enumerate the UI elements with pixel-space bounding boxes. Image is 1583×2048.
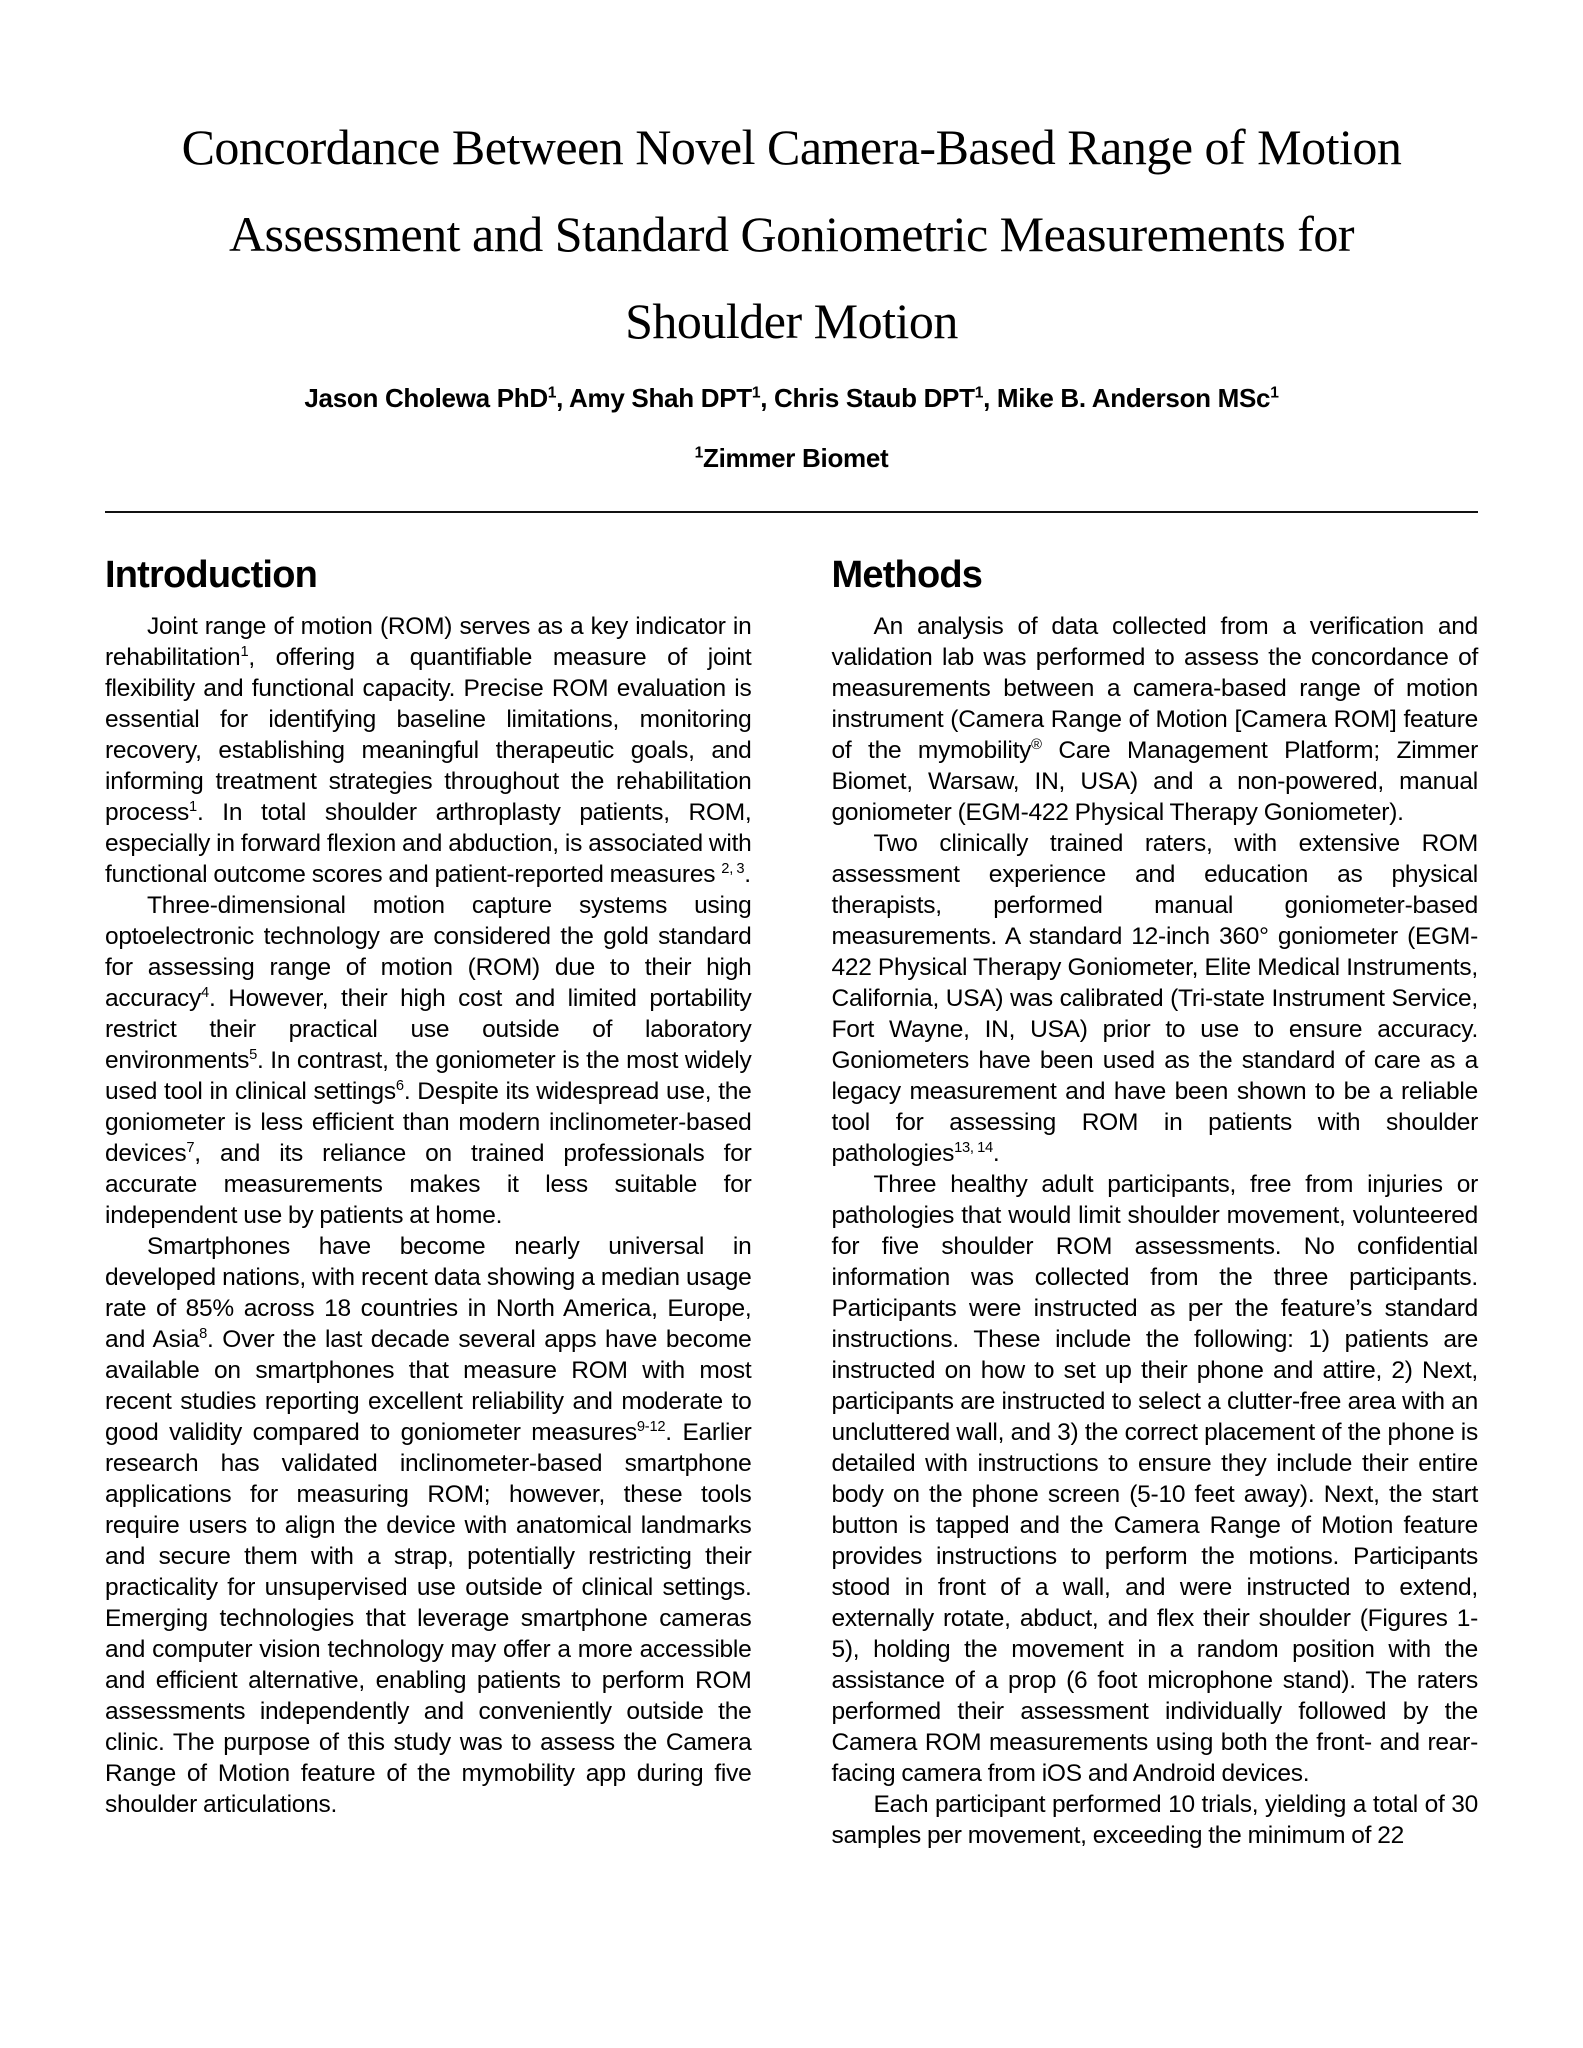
superscript: 1 bbox=[1270, 384, 1279, 402]
divider-rule bbox=[105, 511, 1478, 513]
superscript: 9-12 bbox=[636, 1418, 666, 1435]
superscript: 13, 14 bbox=[954, 1139, 993, 1156]
paragraph: Joint range of motion (ROM) serves as a key indicator in rehabilitation$^1$, offering a quantifiable measure of joint flexibility and functional capacity. Precise ROM evaluation is essential for identifying baseline limitations, monitoring recovery, establishing meaningful therapeutic goals, and informing treatment strategies throughout the rehabilitation process$^1$. In total shoulder arthroplasty patients, ROM, especially in forward flexion and abduction, is associated with functional outcome scores and patient-reported measures $^{2, 3}$. bbox=[105, 613, 752, 888]
authors-line: Jason Cholewa PhD$^1$, Amy Shah DPT$^1$, Chris Staub DPT$^1$, Mike B. Anderson MSc$^1$ bbox=[304, 383, 1279, 413]
two-column-body bbox=[105, 553, 1478, 1851]
paragraph: Two clinically trained raters, with extensive ROM assessment experience and education as physical therapists, performed manual goniometer-based measurements. A standard 12-inch 360° goniometer (EGM-422 Physical Therapy Goniometer, Elite Medical Instruments, California, USA) was calibrated (Tri-state Instrument Service, Fort Wayne, IN, USA) prior to use to ensure accuracy. Goniometers have been used as the standard of care as a legacy measurement and have been shown to be a reliable tool for assessing ROM in patients with shoulder pathologies$^{13, 14}$. bbox=[831, 830, 1478, 1167]
paper-header bbox=[0, 104, 1583, 475]
paragraph: Each participant performed 10 trials, yielding a total of 30 samples per movement, exceeding the minimum of 22 bbox=[831, 1791, 1478, 1849]
superscript: 1 bbox=[240, 643, 249, 660]
introduction-heading: Introduction bbox=[105, 554, 318, 596]
superscript: 5 bbox=[249, 1046, 257, 1063]
paragraph: An analysis of data collected from a verification and validation lab was performed to assess the concordance of measurements between a camera-based range of motion instrument (Camera Range of Motion [Camera ROM] feature of the mymobility® Care Management Platform; Zimmer Biomet, Warsaw, IN, USA) and a non-powered, manual goniometer (EGM-422 Physical Therapy Goniometer). bbox=[831, 613, 1478, 826]
paragraph: Three healthy adult participants, free from injuries or pathologies that would limit shoulder movement, volunteered for five shoulder ROM assessments. No confidential information was collected from the three participants. Participants were instructed as per the feature’s standard instructions. These include the following: 1) patients are instructed on how to set up their phone and attire, 2) Next, participants are instructed to select a clutter-free area with an uncluttered wall, and 3) the correct placement of the phone is detailed with instructions to ensure they include their entire body on the phone screen (5-10 feet away). Next, the start button is tapped and the Camera Range of Motion feature provides instructions to perform the motions. Participants stood in front of a wall, and were instructed to extend, externally rotate, abduct, and flex their shoulder (Figures 1-5), holding the movement in a random position with the assistance of a prop (6 foot microphone stand). The raters performed their assessment individually followed by the Camera ROM measurements using both the front- and rear-facing camera from iOS and Android devices. bbox=[831, 1171, 1478, 1787]
paper-title-line-2: Assessment and Standard Goniometric Measurements for bbox=[228, 206, 1355, 262]
introduction-section bbox=[105, 553, 752, 1851]
introduction-body bbox=[105, 611, 752, 1820]
superscript: 1 bbox=[547, 384, 557, 402]
superscript: 4 bbox=[201, 984, 209, 1001]
superscript: 6 bbox=[395, 1077, 404, 1094]
superscript: ® bbox=[1031, 736, 1042, 753]
superscript: 7 bbox=[186, 1139, 195, 1156]
paper-title bbox=[105, 104, 1478, 365]
paper-title-line-3: Shoulder Motion bbox=[625, 293, 958, 349]
paragraph: Smartphones have become nearly universal in developed nations, with recent data showing a median usage rate of 85% across 18 countries in North America, Europe, and Asia$^8$. Over the last decade several apps have become available on smartphones that measure ROM with most recent studies reporting excellent reliability and moderate to good validity compared to goniometer measures$^{9-12}$. Earlier research has validated inclinometer-based smartphone applications for measuring ROM; however, these tools require users to align the device with anatomical landmarks and secure them with a strap, potentially restricting their practicality for unsupervised use outside of clinical settings. Emerging technologies that leverage smartphone cameras and computer vision technology may offer a more accessible and efficient alternative, enabling patients to perform ROM assessments independently and conveniently outside the clinic. The purpose of this study was to assess the Camera Range of Motion feature of the mymobility app during five shoulder articulations. bbox=[105, 1233, 752, 1818]
superscript: 1 bbox=[694, 444, 703, 462]
superscript: 2, 3 bbox=[721, 860, 745, 877]
affiliation-line: $^1$Zimmer Biomet bbox=[694, 443, 889, 473]
paper-title-line-1: Concordance Between Novel Camera-Based Range of Motion bbox=[181, 119, 1402, 175]
paragraph: Three-dimensional motion capture systems using optoelectronic technology are considered the gold standard for assessing range of motion (ROM) due to their high accuracy$^4$. However, their high cost and limited portability restrict their practical use outside of laboratory environments$^5$. In contrast, the goniometer is the most widely used tool in clinical settings$^6$. Despite its widespread use, the goniometer is less efficient than modern inclinometer-based devices$^7$, and its reliance on trained professionals for accurate measurements makes it less suitable for independent use by patients at home. bbox=[105, 892, 752, 1229]
superscript: 1 bbox=[974, 384, 984, 402]
superscript: 1 bbox=[189, 798, 197, 815]
methods-section bbox=[832, 553, 1479, 1851]
methods-heading: Methods bbox=[831, 554, 983, 596]
methods-body bbox=[832, 611, 1479, 1851]
superscript: 1 bbox=[751, 384, 761, 402]
superscript: 8 bbox=[199, 1325, 208, 1342]
